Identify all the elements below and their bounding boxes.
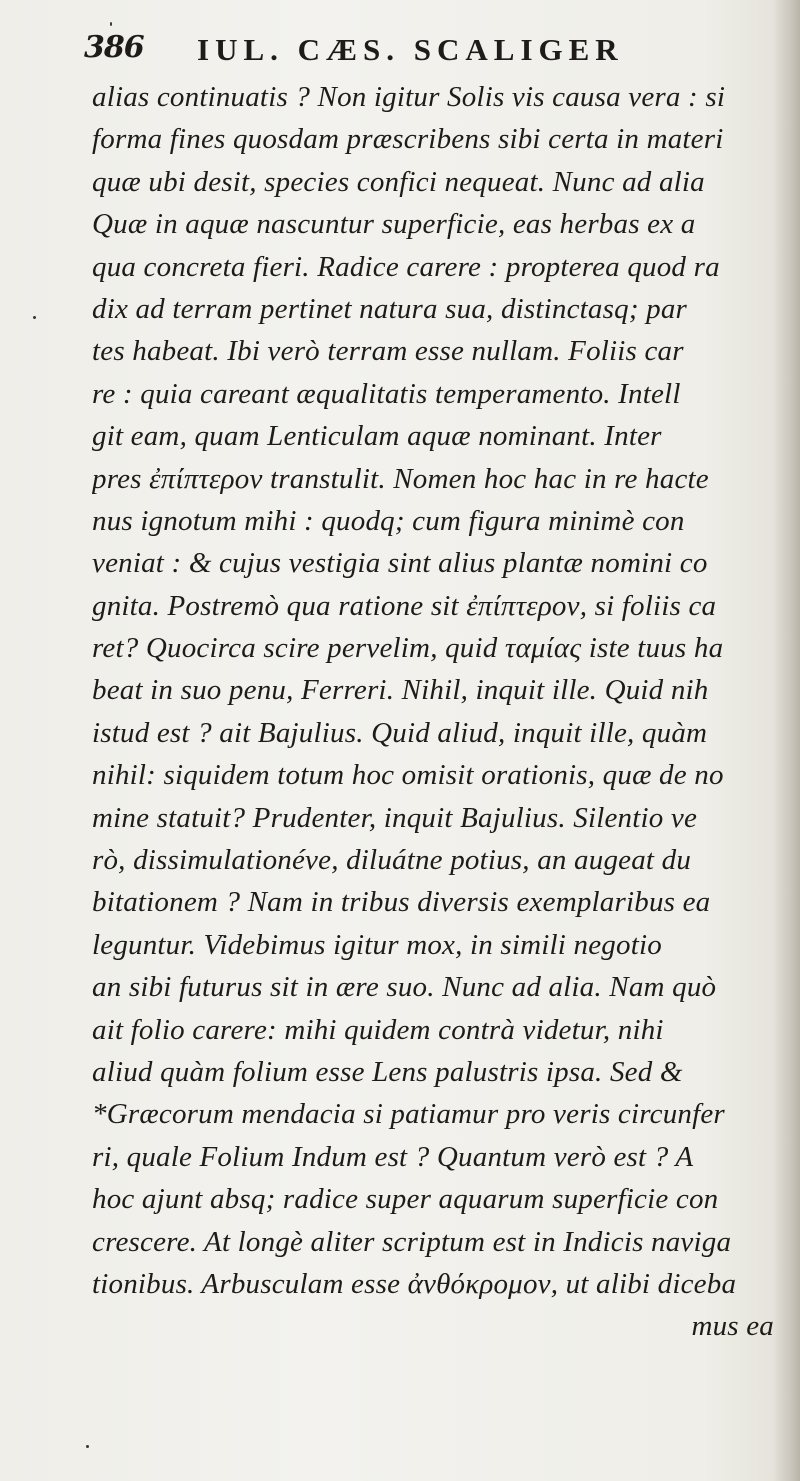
text-line: git eam, quam Lenticulam aquæ nominant. Inter [92,420,662,453]
text-line: istud est ? ait Bajulius. Quid aliud, inquit ille, quàm [92,716,708,749]
text-line: aliud quàm folium esse Lens palustris ipsa. Sed & [92,1055,683,1088]
text-line: leguntur. Videbimus igitur mox, in simili negotio [92,928,662,961]
text-line: nihil: siquidem totum hoc omisit orationis, quæ de no [92,759,724,792]
text-line: beat in suo penu, Ferreri. Nihil, inquit ille. Quid nih [92,674,709,707]
text-line: ait folio carere: mihi quidem contrà videtur, nihi [92,1013,664,1046]
text-line: tionibus. Arbusculam esse ἀνθόκρομον, ut alibi diceba [92,1267,737,1300]
text-line: an sibi futurus sit in ære suo. Nunc ad alia. Nam quò [92,971,717,1004]
ink-speck [33,316,36,319]
ink-speck [110,22,112,26]
running-head: IUL. CÆS. SCALIGER [197,32,624,67]
text-line: re : quia careant æqualitatis temperamento. Intell [92,377,681,410]
text-line: dix ad terram pertinet natura sua, distinctasq; par [92,292,688,325]
text-line: bitationem ? Nam in tribus diversis exemplaribus ea [92,886,711,919]
body-text [92,76,780,1348]
text-line: nus ignotum mihi : quodq; cum figura minimè con [92,504,685,537]
ink-speck [86,1445,89,1448]
text-line: tes habeat. Ibi verò terram esse nullam. Foliis car [92,335,684,368]
page-number: 386 [84,30,144,65]
text-line: qua concreta fieri. Radice carere : propterea quod ra [92,250,720,283]
text-line: gnita. Postremò qua ratione sit ἐπίπτερον, si foliis ca [92,589,717,622]
page-header [84,30,784,74]
text-line: veniat : & cujus vestigia sint alius plantæ nomini co [92,547,708,580]
text-line: Quæ in aquæ nascuntur superficie, eas herbas ex a [92,208,696,241]
text-line: alias continuatis ? Non igitur Solis vis causa vera : si [92,81,726,113]
text-line: ri, quale Folium Indum est ? Quantum verò est ? A [92,1140,694,1173]
text-line: pres ἐπίπτερον transtulit. Nomen hoc hac in re hacte [92,462,709,495]
catchword-line: mus ea [691,1310,774,1343]
text-line: ret? Quocirca scire pervelim, quid ταμίας iste tuus ha [92,632,724,665]
text-line: hoc ajunt absq; radice super aquarum superficie con [92,1183,719,1216]
text-line: forma fines quosdam præscribens sibi certa in materi [92,123,724,156]
text-line: mine statuit? Prudenter, inquit Bajulius. Silentio ve [92,801,698,834]
text-line: crescere. At longè aliter scriptum est in Indicis naviga [92,1225,732,1258]
text-line: *Græcorum mendacia si patiamur pro veris circunfer [92,1098,725,1131]
text-line: quæ ubi desit, species confici nequeat. Nunc ad alia [92,165,705,198]
text-line: rò, dissimulationéve, diluátne potius, an augeat du [92,844,692,877]
